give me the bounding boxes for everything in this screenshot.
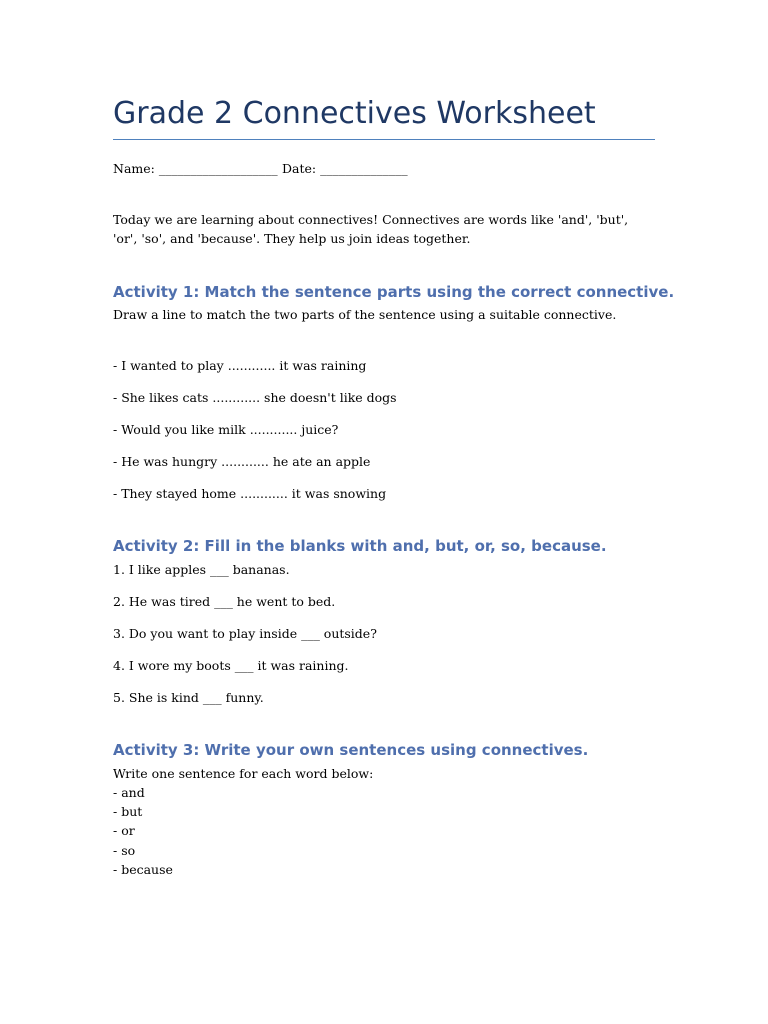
connective-word: - but [113, 804, 143, 820]
fill-blank-item: 3. Do you want to play inside ___ outside? [113, 626, 377, 641]
connective-word-list [113, 783, 173, 879]
page-title: Grade 2 Connectives Worksheet [113, 96, 596, 131]
activity-1-instruction: Draw a line to match the two parts of the sentence using a suitable connective. [113, 307, 617, 322]
activity-1-heading: Activity 1: Match the sentence parts using the correct connective. [113, 283, 675, 301]
connective-word: - and [113, 785, 145, 800]
activity-3-heading: Activity 3: Write your own sentences using connectives. [113, 741, 589, 759]
activity-3-instruction: Write one sentence for each word below: [113, 766, 374, 781]
connective-word: - so [113, 842, 136, 858]
intro-paragraph: Today we are learning about connectives! Connectives are words like 'and', 'but', 'or', 'so', and 'because'. They help us join ideas together. [113, 212, 629, 246]
name-field: Name: ___________________ [113, 161, 278, 176]
match-item: - Would you like milk ............ juice? [113, 422, 339, 437]
fill-blank-item: 4. I wore my boots ___ it was raining. [113, 658, 349, 673]
fill-blank-item: 1. I like apples ___ bananas. [113, 562, 290, 577]
connective-word: - or [113, 823, 135, 839]
match-item: - I wanted to play ............ it was raining [113, 358, 367, 373]
connective-word: - because [113, 861, 173, 877]
match-item: - He was hungry ............ he ate an apple [113, 454, 371, 469]
fill-blank-item: 5. She is kind ___ funny. [113, 690, 264, 705]
date-field: Date: ______________ [282, 161, 408, 176]
activity-2-heading: Activity 2: Fill in the blanks with and, but, or, so, because. [113, 537, 607, 555]
match-item: - She likes cats ............ she doesn't like dogs [113, 390, 397, 405]
title-divider [113, 139, 655, 140]
match-item: - They stayed home ............ it was snowing [113, 486, 387, 501]
fill-blank-item: 2. He was tired ___ he went to bed. [113, 594, 336, 609]
